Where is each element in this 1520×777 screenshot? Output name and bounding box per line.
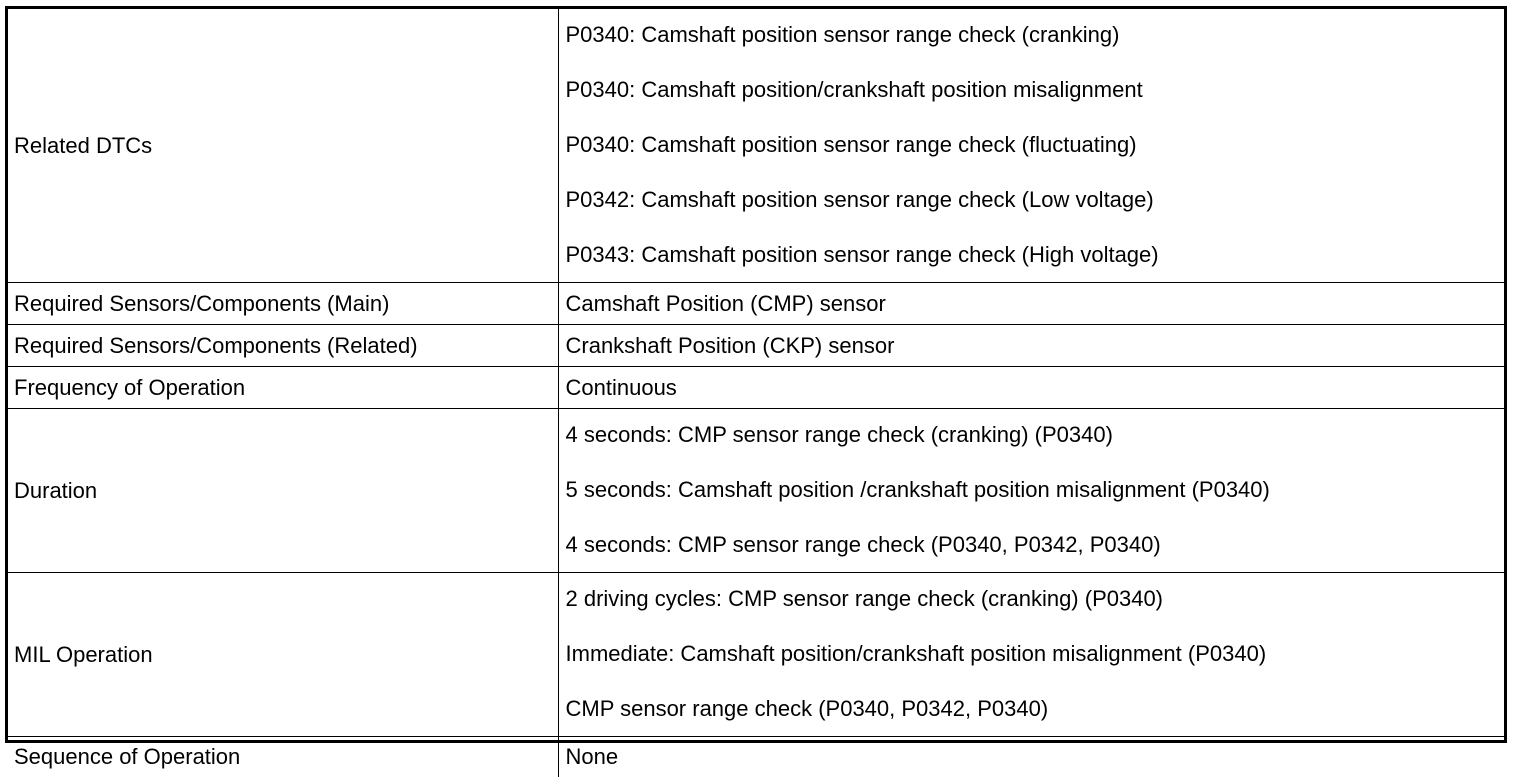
value-line: 2 driving cycles: CMP sensor range check (cranking) (P0340) — [565, 586, 1164, 611]
table-row-required-main — [8, 283, 1504, 325]
row-value — [558, 409, 1504, 573]
table-row-mil-operation — [8, 573, 1504, 737]
value-line: CMP sensor range check (P0340, P0342, P0340) — [565, 696, 1049, 721]
value-line: P0340: Camshaft position sensor range check (fluctuating) — [565, 132, 1137, 157]
table-row-frequency — [8, 367, 1504, 409]
value-line: 5 seconds: Camshaft position /crankshaft position misalignment (P0340) — [565, 477, 1270, 502]
row-value: None — [558, 737, 1504, 777]
row-value: Camshaft Position (CMP) sensor — [558, 283, 1504, 325]
value-line: Immediate: Camshaft position/crankshaft position misalignment (P0340) — [565, 641, 1267, 666]
table-row-related-dtcs — [8, 9, 1504, 283]
row-label: Required Sensors/Components (Main) — [8, 283, 558, 325]
row-value: Continuous — [558, 367, 1504, 409]
value-line: P0340: Camshaft position sensor range check (cranking) — [565, 22, 1120, 47]
value-line: P0342: Camshaft position sensor range check (Low voltage) — [565, 187, 1154, 212]
row-value — [558, 573, 1504, 737]
value-line: P0343: Camshaft position sensor range check (High voltage) — [565, 242, 1159, 267]
row-value — [558, 9, 1504, 283]
value-line: 4 seconds: CMP sensor range check (cranking) (P0340) — [565, 422, 1113, 447]
table-row-required-related — [8, 325, 1504, 367]
value-line: 4 seconds: CMP sensor range check (P0340, P0342, P0340) — [565, 532, 1161, 557]
row-label: Frequency of Operation — [8, 367, 558, 409]
monitor-table — [8, 9, 1504, 777]
monitor-description-table — [5, 6, 1507, 770]
table-row-duration — [8, 409, 1504, 573]
row-label: Related DTCs — [8, 9, 558, 283]
value-line: P0340: Camshaft position/crankshaft position misalignment — [565, 77, 1143, 102]
table-row-sequence — [8, 737, 1504, 777]
row-label: Sequence of Operation — [8, 737, 558, 777]
row-value: Crankshaft Position (CKP) sensor — [558, 325, 1504, 367]
row-label: Required Sensors/Components (Related) — [8, 325, 558, 367]
row-label: MIL Operation — [8, 573, 558, 737]
row-label: Duration — [8, 409, 558, 573]
